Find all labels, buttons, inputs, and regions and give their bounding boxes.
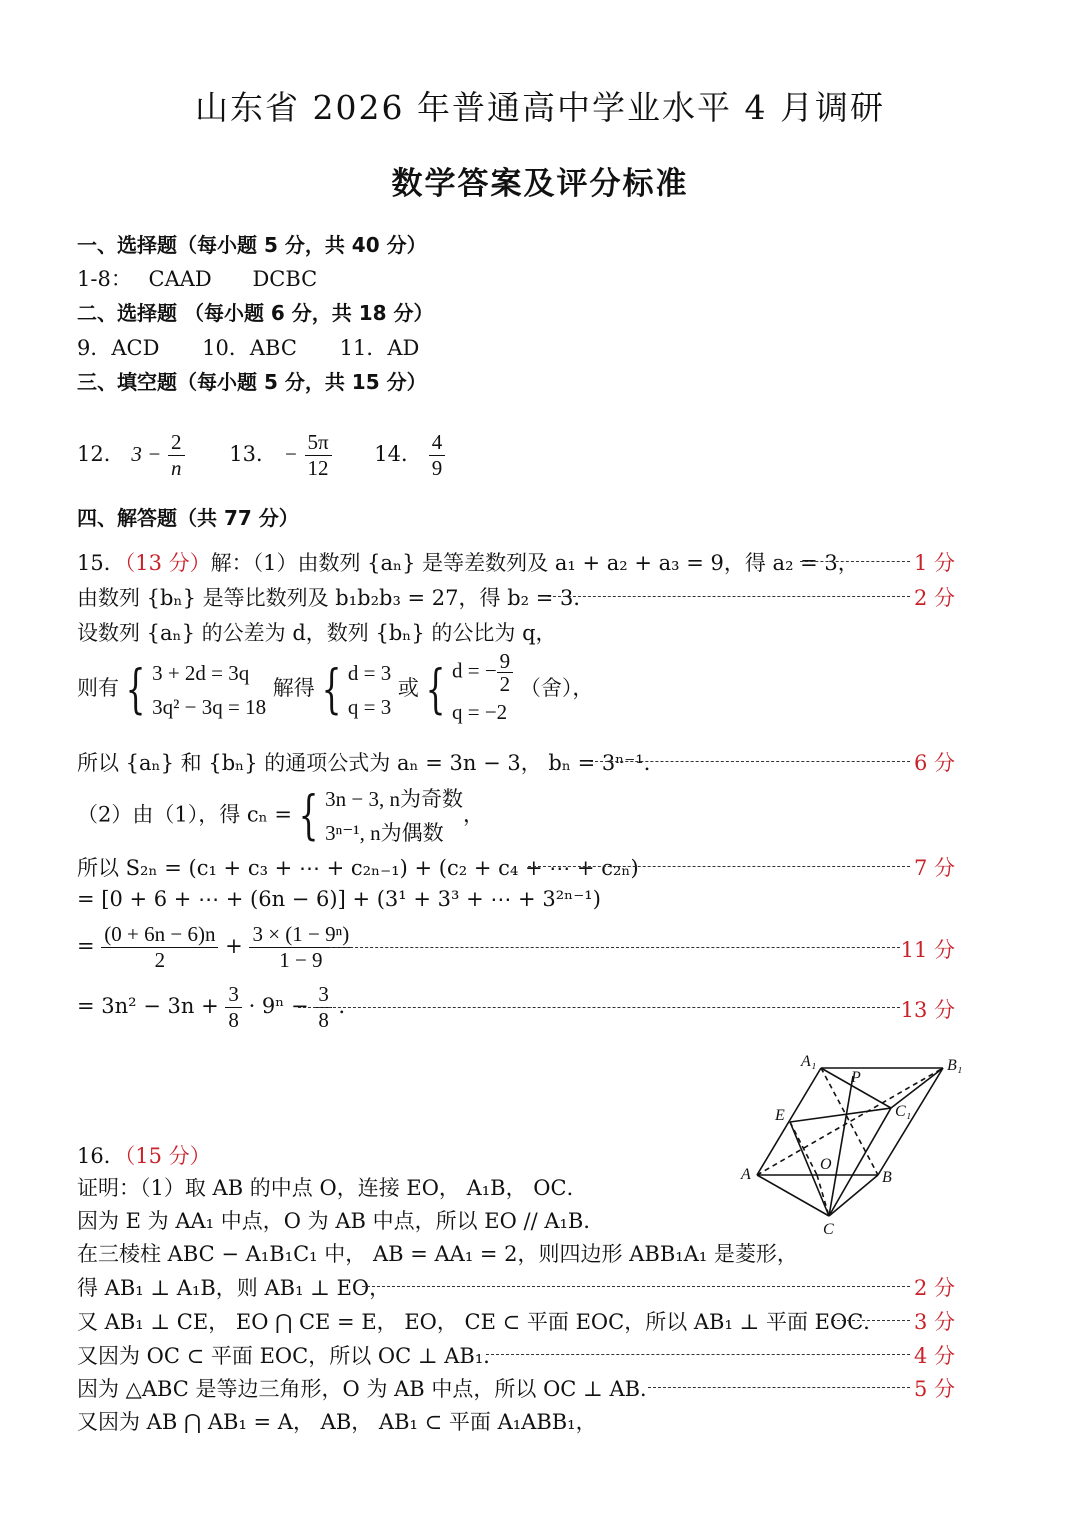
brace-icon: { — [125, 659, 146, 720]
answer-q12-fraction — [168, 430, 185, 481]
section1-heading: 一、选择题（每小题 5 分，共 40 分） — [77, 233, 427, 257]
section1-answers — [77, 263, 317, 293]
label-c1: C₁ — [895, 1103, 912, 1120]
leader-dots — [362, 1286, 910, 1287]
label-o: O — [820, 1156, 832, 1173]
q16-line8: 又因为 AB ⋂ AB₁ = A， AB， AB₁ ⊂ 平面 A₁ABB₁， — [77, 1410, 597, 1434]
q15-rejected: （舍）， — [519, 676, 594, 700]
section3-heading: 三、填空题（每小题 5 分，共 15 分） — [77, 370, 427, 394]
q16-header — [77, 1140, 211, 1170]
label-p: P — [851, 1069, 861, 1086]
answers-1-4: CAAD — [148, 267, 212, 291]
q16-line5: 又 AB₁ ⊥ CE， EO ⋂ CE = E， EO， CE ⊂ 平面 EOC，所以 AB₁ ⊥ 平面 EOC． — [77, 1310, 885, 1334]
label-e: E — [775, 1107, 785, 1124]
q15-or: 或 — [397, 676, 419, 700]
q15-score9: 11 分 — [900, 938, 955, 962]
system3-eq2: q = −2 — [451, 700, 508, 724]
brace-icon: { — [321, 659, 342, 720]
answer-q13-label: 13． — [229, 442, 277, 466]
q15-score10: 13 分 — [900, 998, 955, 1022]
leader-dots — [832, 1320, 910, 1321]
frac-d-numerator: 3 — [315, 982, 332, 1008]
q13-denominator: 12 — [307, 456, 329, 480]
edge-a1a — [757, 1068, 821, 1175]
system1-eq2: 3q² − 3q = 18 — [152, 694, 267, 719]
q16-line4: 得 AB₁ ⊥ A₁B，则 AB₁ ⊥ EO， — [77, 1276, 391, 1300]
q15-line8: = [0 + 6 + ⋯ + (6n − 6)] + (3¹ + 3³ + ⋯ + 3²ⁿ⁻¹) — [77, 887, 601, 911]
label-a: A — [741, 1166, 751, 1183]
q15-line6 — [77, 782, 484, 850]
q15-line4 — [77, 650, 593, 729]
q15-final-pre: = 3n² − 3n + — [77, 994, 219, 1018]
brace-icon: { — [298, 786, 319, 846]
equation-system-2 — [348, 656, 391, 724]
q15-line5: 所以 {aₙ} 和 {bₙ} 的通项公式为 aₙ = 3n − 3， bₙ = 3ⁿ⁻¹． — [77, 751, 665, 775]
segment-ec1 — [790, 1108, 891, 1122]
section4-heading: 四、解答题（共 77 分） — [77, 506, 299, 530]
q15-part2: （2）由（1），得 cₙ = — [77, 802, 293, 827]
leader-dots — [548, 596, 910, 597]
answer-q12-pre: 3 − — [131, 442, 162, 466]
q12-denominator: n — [171, 456, 182, 480]
frac-b-denominator: 1 − 9 — [279, 948, 323, 972]
q15-line7: 所以 S₂ₙ = (c₁ + c₃ + ⋯ + c₂ₙ₋₁) + (c₂ + c₄ + ⋯ + c₂ₙ) — [77, 856, 639, 880]
q16-line2: 因为 E 为 AA₁ 中点，O 为 AB 中点，所以 EO // A₁B． — [77, 1209, 605, 1233]
page-subtitle: 数学答案及评分标准 — [391, 166, 689, 202]
q13-numerator: 5π — [305, 430, 332, 456]
leader-dots — [486, 1354, 910, 1355]
brace-icon: { — [425, 659, 446, 720]
answers-label: 1-8： — [77, 267, 132, 291]
answer-q14-fraction — [429, 430, 446, 481]
label-c: C — [823, 1221, 834, 1238]
system3-fraction — [497, 650, 514, 695]
q15-score2: 2 分 — [913, 586, 955, 610]
q12-numerator: 2 — [168, 430, 185, 456]
q15-frac-c — [225, 982, 242, 1033]
q16-score7: 5 分 — [913, 1377, 955, 1401]
case-even: 3ⁿ⁻¹, n为偶数 — [325, 821, 444, 845]
q16-label: 16． — [77, 1144, 125, 1168]
q15-comma: ， — [462, 802, 484, 827]
answer-q10: 10．ABC — [202, 336, 297, 360]
system2-eq2: q = 3 — [347, 694, 392, 719]
equation-system-1 — [152, 656, 266, 724]
q15-final-post: ． — [338, 994, 360, 1018]
edge-b1b — [878, 1068, 943, 1175]
q15-text1: 解：（1）由数列 {aₙ} 是等差数列及 a₁ + a₂ + a₃ = 9，得 a₂ = 3， — [210, 551, 859, 575]
q15-label: 15． — [77, 551, 125, 575]
leader-dots — [330, 947, 900, 948]
answer-q13-pre: − — [283, 442, 298, 466]
leader-dots — [590, 761, 910, 762]
frac-c-denominator: 8 — [228, 1008, 239, 1032]
edge-bc — [829, 1175, 878, 1216]
label-a1: A₁ — [801, 1053, 817, 1070]
q15-line3: 设数列 {aₙ} 的公差为 d，数列 {bₙ} 的公比为 q， — [77, 621, 557, 645]
q15-line1 — [77, 547, 859, 577]
q16-line7: 因为 △ABC 是等边三角形，O 为 AB 中点，所以 OC ⊥ AB． — [77, 1377, 662, 1401]
q16-line1: 证明：（1）取 AB 的中点 O，连接 EO， A₁B， OC． — [77, 1176, 588, 1200]
answer-q13-fraction — [305, 430, 332, 481]
edge-ac — [757, 1175, 829, 1216]
section2-heading: 二、选择题 （每小题 6 分，共 18 分） — [77, 301, 434, 325]
frac-a-denominator: 2 — [154, 948, 166, 972]
system3-eq1-pre: d = − — [451, 658, 497, 683]
q16-score6: 4 分 — [913, 1344, 955, 1368]
q16-line3: 在三棱柱 ABC − A₁B₁C₁ 中， AB = AA₁ = 2，则四边形 ABB₁A₁ 是菱形， — [77, 1242, 798, 1266]
q16-line6: 又因为 OC ⊂ 平面 EOC，所以 OC ⊥ AB₁． — [77, 1344, 505, 1368]
q15-frac-a — [101, 922, 218, 973]
system3-numerator: 9 — [497, 650, 514, 673]
frac-c-numerator: 3 — [225, 982, 242, 1008]
q15-points: （13 分） — [124, 551, 211, 575]
label-b1: B₁ — [947, 1057, 963, 1074]
leader-dots — [800, 561, 910, 562]
frac-d-denominator: 8 — [318, 1008, 329, 1032]
piecewise-cases — [325, 782, 463, 850]
q16-points: （15 分） — [124, 1144, 211, 1168]
q14-denominator: 9 — [431, 456, 443, 480]
q15-score1: 1 分 — [913, 551, 955, 575]
leader-dots — [648, 1387, 910, 1388]
frac-b-numerator: 3 × (1 − 9ⁿ) — [249, 922, 352, 948]
answers-5-8: DCBC — [252, 267, 318, 291]
q16-score4: 2 分 — [913, 1276, 955, 1300]
frac-a-numerator: (0 + 6n − 6)n — [101, 922, 218, 948]
case-odd: 3n − 3, n为奇数 — [325, 787, 463, 811]
answer-q11: 11．AD — [339, 336, 420, 360]
leader-dots — [298, 1007, 900, 1008]
q15-line9 — [77, 922, 352, 973]
answer-q12-label: 12． — [77, 442, 125, 466]
q15-final-mid: · 9ⁿ − — [248, 994, 309, 1018]
edge-b1c1 — [891, 1068, 943, 1108]
equation-system-3 — [452, 650, 513, 729]
section2-answers — [77, 332, 419, 362]
leader-dots — [528, 866, 910, 867]
q15-score7: 7 分 — [913, 856, 955, 880]
q15-plus: + — [225, 934, 243, 958]
q15-then: 则有 — [77, 676, 119, 700]
label-b: B — [882, 1169, 892, 1186]
q15-line2: 由数列 {bₙ} 是等比数列及 b₁b₂b₃ = 27，得 b₂ = 3． — [77, 586, 595, 610]
answer-q14-label: 14． — [374, 442, 423, 466]
page-title: 山东省 2026 年普通高中学业水平 4 月调研 — [195, 88, 885, 127]
section3-answers — [77, 430, 445, 481]
system2-eq1: d = 3 — [347, 660, 392, 685]
system3-denominator: 2 — [499, 672, 511, 696]
triangular-prism-diagram — [735, 1048, 975, 1238]
q14-numerator: 4 — [429, 430, 446, 456]
system1-eq1: 3 + 2d = 3q — [152, 660, 250, 685]
system3-eq1 — [452, 650, 513, 695]
answer-q9: 9．ACD — [77, 336, 160, 360]
q16-score5: 3 分 — [913, 1310, 955, 1334]
q15-solve: 解得 — [272, 676, 315, 700]
q15-eq: = — [77, 934, 95, 958]
q15-score5: 6 分 — [913, 751, 955, 775]
